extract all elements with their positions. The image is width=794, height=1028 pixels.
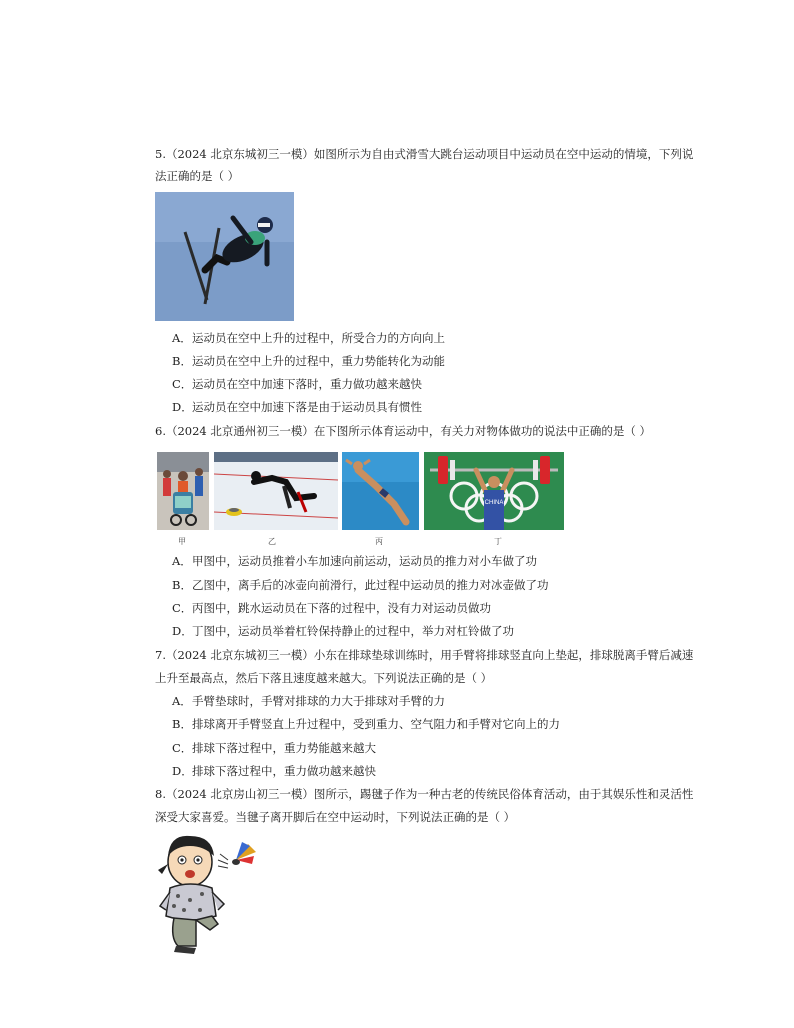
q6-jersey-china-text: CHINA [484, 500, 504, 506]
q5-option-d[interactable] [172, 399, 422, 415]
q6-option-a-key: A． [172, 554, 192, 568]
q8-shuttlecock-kicking-cartoon [156, 834, 260, 962]
q6-caption-bing: 丙 [375, 537, 383, 546]
q5-option-c-text: 运动员在空中加速下落时，重力做功越来越快 [192, 377, 422, 391]
q5-option-b-key: B． [172, 354, 192, 368]
q7-option-b-key: B． [172, 717, 192, 731]
q5-option-c-key: C． [172, 377, 193, 391]
q6-option-a-text: 甲图中，运动员推着小车加速向前运动，运动员的推力对小车做了功 [192, 554, 537, 568]
q6-photo-ding-weightlifting [424, 452, 564, 530]
q6-option-c[interactable] [172, 600, 491, 616]
q6-option-b-key: B． [172, 578, 192, 592]
q7-option-a-text: 手臂垫球时，手臂对排球的力大于排球对手臂的力 [192, 694, 445, 708]
q5-option-b[interactable] [172, 353, 445, 369]
q5-option-d-key: D． [172, 400, 193, 414]
q6-option-c-key: C． [172, 601, 193, 615]
q5-option-a[interactable] [172, 330, 445, 346]
q6-option-d-key: D． [172, 624, 193, 638]
q6-caption-jia: 甲 [178, 537, 186, 546]
q6-option-d-text: 丁图中，运动员举着杠铃保持静止的过程中，举力对杠铃做了功 [192, 624, 514, 638]
q6-caption-yi: 乙 [268, 537, 276, 546]
q6-option-c-text: 丙图中，跳水运动员在下落的过程中，没有力对运动员做功 [192, 601, 491, 615]
q7-option-d-key: D． [172, 764, 193, 778]
q5-option-c[interactable] [172, 376, 422, 392]
q7-option-a[interactable] [172, 693, 445, 709]
q7-option-a-key: A． [172, 694, 192, 708]
q5-option-a-text: 运动员在空中上升的过程中，所受合力的方向向上 [192, 331, 445, 345]
q7-option-d[interactable] [172, 763, 376, 779]
q5-ski-jump-photo [155, 192, 294, 321]
q5-stem-line-1: 5.（2024 北京东城初三一模）如图所示为自由式滑雪大跳台运动项目中运动员在空中运动的情境，下列说 [155, 147, 694, 161]
q7-option-c[interactable] [172, 740, 376, 756]
q8-stem-line-1: 8.（2024 北京房山初三一模）图所示，踢毽子作为一种古老的传统民俗体育活动，由于其娱乐性和灵活性 [155, 787, 694, 801]
q6-photo-bing-diving [342, 452, 419, 530]
q5-stem-line-2: 法正确的是（ ） [155, 169, 240, 183]
q8-stem-line-2: 深受大家喜爱。当毽子离开脚后在空中运动时，下列说法正确的是（ ） [155, 810, 516, 824]
q6-photo-yi-curling [214, 452, 338, 530]
shuttlecock-icon [232, 842, 256, 865]
q5-option-a-key: A． [172, 331, 192, 345]
q5-option-b-text: 运动员在空中上升的过程中，重力势能转化为动能 [192, 354, 445, 368]
q7-option-c-text: 排球下落过程中，重力势能越来越大 [192, 741, 376, 755]
q6-option-b-text: 乙图中，离手后的冰壶向前滑行，此过程中运动员的推力对冰壶做了功 [192, 578, 549, 592]
q6-stem-line-1: 6.（2024 北京通州初三一模）在下图所示体育运动中，有关力对物体做功的说法中正确的是（ ） [155, 424, 652, 438]
q6-option-b[interactable] [172, 577, 549, 593]
q6-option-a[interactable] [172, 553, 537, 569]
q7-stem-line-2: 上升至最高点，然后下落且速度越来越大。下列说法正确的是（ ） [155, 671, 493, 685]
q6-option-d[interactable] [172, 623, 514, 639]
q6-photo-jia-marathon [157, 452, 209, 530]
q7-option-b[interactable] [172, 716, 560, 732]
q7-option-c-key: C． [172, 741, 193, 755]
q5-option-d-text: 运动员在空中加速下落是由于运动员具有惯性 [192, 400, 422, 414]
q7-option-d-text: 排球下落过程中，重力做功越来越快 [192, 764, 376, 778]
q7-option-b-text: 排球离开手臂竖直上升过程中，受到重力、空气阻力和手臂对它向上的力 [192, 717, 560, 731]
q7-stem-line-1: 7.（2024 北京东城初三一模）小东在排球垫球训练时，用手臂将排球竖直向上垫起，排球脱离手臂后减速 [155, 648, 694, 662]
q6-caption-ding: 丁 [494, 537, 502, 546]
